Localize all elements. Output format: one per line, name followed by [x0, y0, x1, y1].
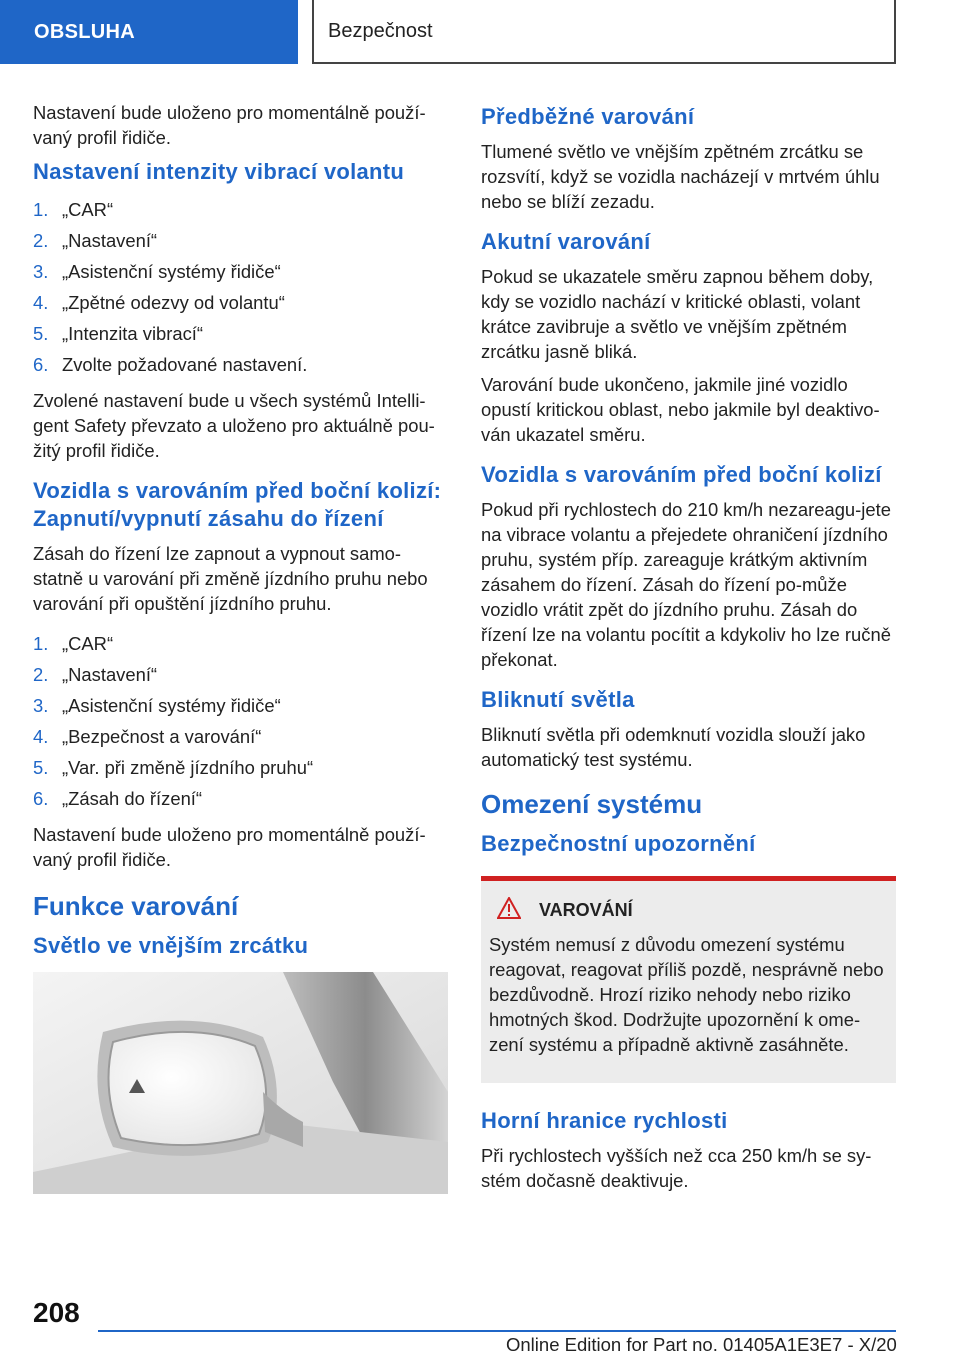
section-label: OBSLUHA	[34, 20, 135, 43]
heading-safety-notes: Bezpečnostní upozornění	[481, 831, 756, 856]
steps-list-vibration	[33, 194, 448, 380]
warning-text: Systém nemusí z důvodu omezení systému reagovat, reagovat příliš pozdě, nesprávně nebo bezdůvodně. Hrozí riziko nehody nebo riziko hmotných škod. Dodržujte upozornění k ome-zení systému a případně aktivně zasáhněte.	[489, 934, 884, 1055]
paragraph-acute-warning-2: Varování bude ukončeno, jakmile jiné vozidlo opustí kritickou oblast, nebo jakmile byl deaktivo-ván ukazatel směru.	[481, 374, 880, 445]
list-item: 4. „Zpětné odezvy od volantu“	[33, 292, 285, 313]
list-item: 4. „Bezpečnost a varování“	[33, 726, 262, 747]
list-item: 2. „Nastavení“	[33, 664, 158, 685]
right-column	[481, 100, 896, 1201]
chapter-label: Bezpečnost	[328, 19, 433, 42]
side-mirror-image	[33, 972, 448, 1194]
paragraph-side-collision: Pokud při rychlostech do 210 km/h nezareagu-jete na vibrace volantu a přejedete ohraničení jízdního pruhu, systém příp. zareaguje krátkým aktivním zásahem do řízení. Zásah do řízení po-může vozidlo vrátit zpět do jízdního pruhu. Zásah do řízení lze na volantu pocítit a kdykoliv ho lze ručně překonat.	[481, 499, 891, 670]
list-item: 1. „CAR“	[33, 633, 114, 654]
heading-acute-warning: Akutní varování	[481, 229, 651, 254]
paragraph-intelligent-safety: Zvolené nastavení bude u všech systémů Intelli-gent Safety převzato a uloženo pro aktuálně pou-žitý profil řidiče.	[33, 390, 435, 461]
intro-paragraph: Nastavení bude uloženo pro momentálně použí-vaný profil řidiče.	[33, 102, 426, 148]
heading-mirror-light: Světlo ve vnějším zrcátku	[33, 933, 309, 958]
list-item: 6. Zvolte požadované nastavení.	[33, 354, 308, 375]
heading-steering-intervention: Vozidla s varováním před boční kolizí: Zapnutí/vypnutí zásahu do řízení	[33, 478, 442, 531]
list-item: 6. „Zásah do řízení“	[33, 788, 203, 809]
list-item: 1. „CAR“	[33, 199, 114, 220]
warning-triangle-icon	[497, 897, 521, 924]
page-number: 208	[33, 1297, 80, 1328]
list-item: 5. „Intenzita vibrací“	[33, 323, 204, 344]
steps-list-steering	[33, 628, 448, 814]
warning-header	[489, 897, 888, 924]
paragraph-acute-warning-1: Pokud se ukazatele směru zapnou během doby, kdy se vozidlo nachází v kritické oblasti, volant krátce zavibruje a světlo ve vnějším zpětném zrcátku jasně bliká.	[481, 266, 874, 362]
mirror-illustration	[33, 972, 448, 1194]
left-column	[33, 100, 448, 1194]
heading-vibration-intensity: Nastavení intenzity vibrací volantu	[33, 159, 405, 184]
heading-warning-functions: Funkce varování	[33, 891, 239, 921]
paragraph-saved-profile: Nastavení bude uloženo pro momentálně použí-vaný profil řidiče.	[33, 824, 426, 870]
heading-pre-warning: Předběžné varování	[481, 104, 695, 129]
warning-box	[481, 876, 896, 1083]
footer-edition: Online Edition for Part no. 01405A1E3E7 - X/20	[506, 1334, 897, 1355]
paragraph-steering: Zásah do řízení lze zapnout a vypnout samo-statně u varování při změně jízdního pruhu nebo varování při opuštění jízdního pruhu.	[33, 543, 428, 614]
list-item: 2. „Nastavení“	[33, 230, 158, 251]
list-item: 5. „Var. při změně jízdního pruhu“	[33, 757, 314, 778]
heading-system-limits: Omezení systému	[481, 789, 703, 819]
list-item: 3. „Asistenční systémy řidiče“	[33, 695, 281, 716]
paragraph-speed-limit: Při rychlostech vyšších než cca 250 km/h se sy-stém dočasně deaktivuje.	[481, 1145, 872, 1191]
footer-divider	[98, 1330, 896, 1332]
section-tab	[0, 0, 298, 64]
heading-side-collision: Vozidla s varováním před boční kolizí	[481, 462, 882, 487]
list-item: 3. „Asistenční systémy řidiče“	[33, 261, 281, 282]
chapter-tab	[312, 0, 896, 64]
paragraph-pre-warning: Tlumené světlo ve vnějším zpětném zrcátku se rozsvítí, když se vozidla nacházejí v mrtvém úhlu nebo se blíží zezadu.	[481, 141, 880, 212]
heading-speed-limit: Horní hranice rychlosti	[481, 1108, 728, 1133]
warning-title: VAROVÁNÍ	[539, 900, 633, 920]
paragraph-light-blink: Bliknutí světla při odemknutí vozidla slouží jako automatický test systému.	[481, 724, 866, 770]
heading-light-blink: Bliknutí světla	[481, 687, 635, 712]
